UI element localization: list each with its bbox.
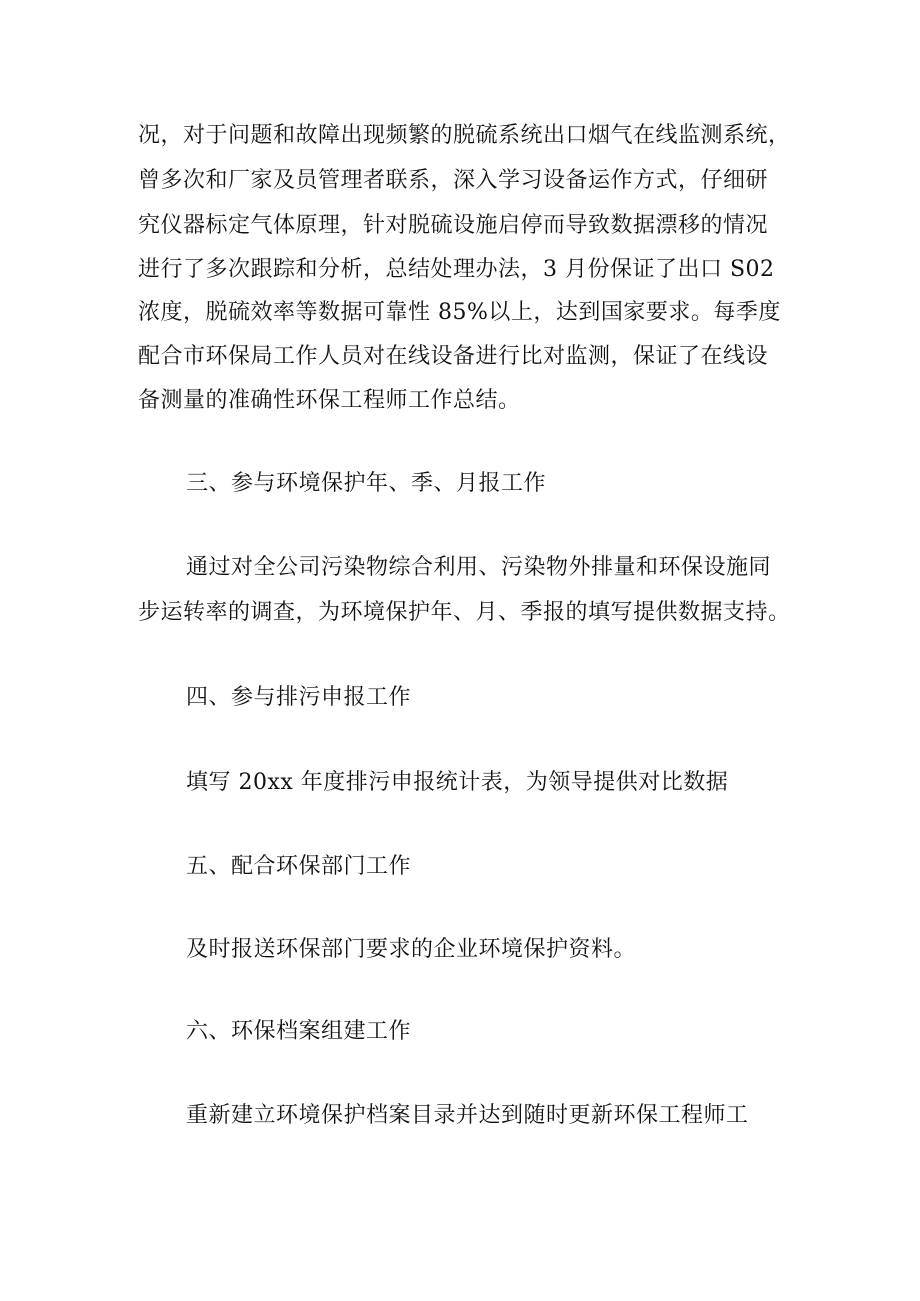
paragraph-line: 究仪器标定气体原理，针对脱硫设施启停而导致数据漂移的情况 bbox=[138, 213, 769, 238]
paragraph-line: 步运转率的调查，为环境保护年、月、季报的填写提供数据支持。 bbox=[138, 600, 791, 625]
paragraph-line: 浓度，脱硫效率等数据可靠性 85%以上，达到国家要求。每季度 bbox=[138, 300, 781, 325]
paragraph-line: 况，对于问题和故障出现频繁的脱硫系统出口烟气在线监测系统， bbox=[138, 123, 791, 148]
section-heading: 五、配合环保部门工作 bbox=[186, 854, 412, 879]
paragraph-line: 填写 20xx 年度排污申报统计表，为领导提供对比数据 bbox=[186, 770, 729, 795]
paragraph-line: 及时报送环保部门要求的企业环境保护资料。 bbox=[186, 937, 637, 962]
paragraph-line: 曾多次和厂家及员管理者联系，深入学习设备运作方式，仔细研 bbox=[138, 168, 769, 193]
section-heading: 四、参与排污申报工作 bbox=[186, 685, 412, 710]
section-heading: 三、参与环境保护年、季、月报工作 bbox=[186, 471, 547, 496]
paragraph-line: 配合市环保局工作人员对在线设备进行比对监测，保证了在线设 bbox=[138, 344, 769, 369]
paragraph-line: 重新建立环境保护档案目录并达到随时更新环保工程师工 bbox=[186, 1103, 749, 1128]
section-heading: 六、环保档案组建工作 bbox=[186, 1019, 412, 1044]
paragraph-line: 备测量的准确性环保工程师工作总结。 bbox=[138, 388, 521, 413]
paragraph-line: 进行了多次跟踪和分析，总结处理办法，3 月份保证了出口 S02 bbox=[138, 257, 775, 282]
paragraph-line: 通过对全公司污染物综合利用、污染物外排量和环保设施同 bbox=[186, 555, 772, 580]
